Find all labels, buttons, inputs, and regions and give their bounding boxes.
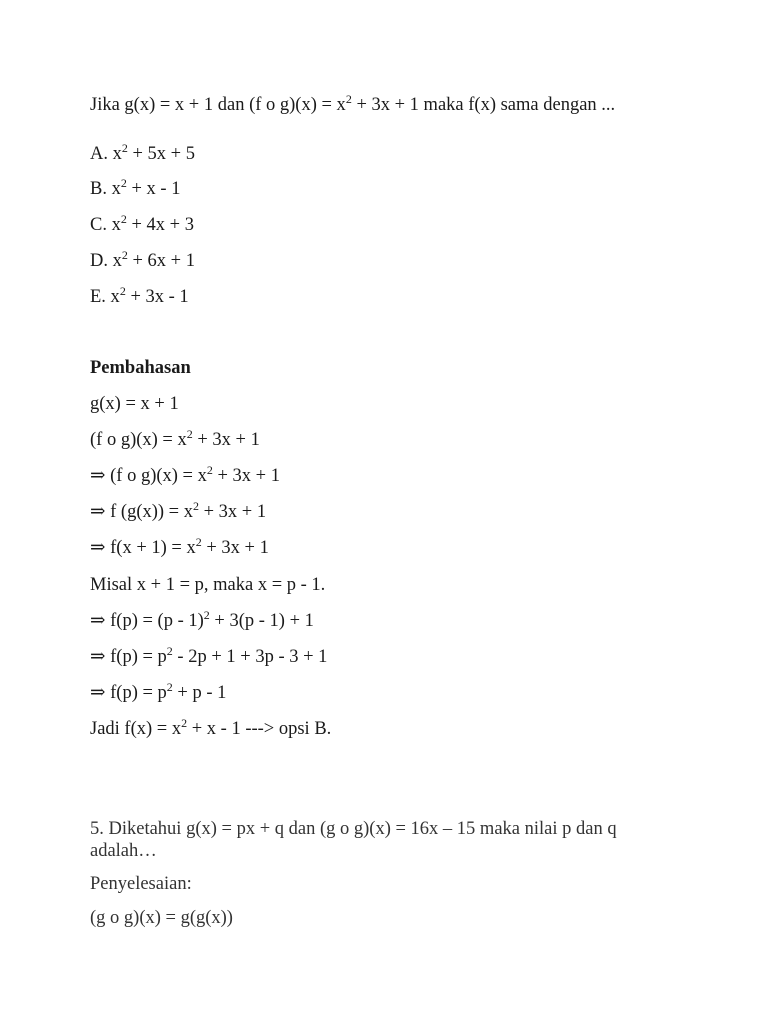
line-prefix: g(x) = x + 1 — [90, 394, 179, 414]
option-suffix: + x - 1 — [126, 179, 181, 199]
option-superscript: 2 — [121, 248, 128, 262]
solution-line — [90, 646, 327, 668]
line-superscript: 2 — [195, 535, 202, 549]
option-prefix: A. x — [90, 144, 122, 164]
line-prefix: ⇒ f(p) = p — [90, 683, 167, 703]
solution-line — [90, 574, 325, 596]
option-superscript: 2 — [120, 212, 127, 226]
line-suffix: - 2p + 1 + 3p - 3 + 1 — [172, 647, 328, 667]
line-prefix: ⇒ f (g(x)) = x — [90, 502, 193, 522]
line-superscript: 2 — [203, 608, 210, 622]
line-suffix: + 3(p - 1) + 1 — [209, 611, 314, 631]
solution-line — [90, 465, 280, 487]
line-superscript: 2 — [186, 427, 193, 441]
line-superscript: 2 — [166, 644, 173, 658]
question-prefix: Jika g(x) = x + 1 dan (f o g)(x) = x — [90, 95, 346, 115]
line-suffix: + 3x + 1 — [212, 466, 280, 486]
line-prefix: ⇒ f(p) = (p - 1) — [90, 611, 204, 631]
solution-line — [90, 501, 266, 523]
line-prefix: Jadi f(x) = x — [90, 719, 182, 739]
line-prefix: ⇒ (f o g)(x) = x — [90, 466, 207, 486]
solution-line — [90, 393, 179, 415]
solution-line — [90, 610, 314, 632]
option-e — [90, 286, 189, 308]
option-prefix: E. x — [90, 287, 120, 307]
line-suffix: + 3x + 1 — [199, 502, 267, 522]
line-prefix: (f o g)(x) = x — [90, 430, 187, 450]
question-text — [90, 94, 615, 116]
line-suffix: + x - 1 ---> opsi B. — [187, 719, 332, 739]
line-superscript: 2 — [206, 463, 213, 477]
solution-heading: Pembahasan — [90, 358, 191, 378]
line-prefix: Misal x + 1 = p, maka x = p - 1. — [90, 575, 326, 595]
line-suffix: + p - 1 — [172, 683, 227, 703]
question-superscript: 2 — [345, 92, 352, 106]
line-prefix: ⇒ f(p) = p — [90, 647, 167, 667]
problem-5-line: (g o g)(x) = g(g(x)) — [90, 908, 233, 928]
option-superscript: 2 — [119, 284, 126, 298]
option-prefix: D. x — [90, 251, 122, 271]
line-superscript: 2 — [181, 716, 188, 730]
line-superscript: 2 — [166, 680, 173, 694]
option-superscript: 2 — [120, 176, 127, 190]
option-c — [90, 214, 194, 236]
option-prefix: B. x — [90, 179, 121, 199]
option-d — [90, 250, 195, 272]
solution-conclusion — [90, 718, 331, 740]
option-prefix: C. x — [90, 215, 121, 235]
line-superscript: 2 — [193, 499, 199, 513]
option-b — [90, 178, 180, 200]
problem-5-label: Penyelesaian: — [90, 874, 192, 894]
option-suffix: + 3x - 1 — [125, 287, 189, 307]
option-suffix: + 5x + 5 — [127, 144, 195, 164]
solution-line — [90, 682, 226, 704]
line-prefix: ⇒ f(x + 1) = x — [90, 538, 196, 558]
line-suffix: + 3x + 1 — [201, 538, 269, 558]
problem-5-text: 5. Diketahui g(x) = px + q dan (g o g)(x) = 16x – 15 maka nilai p dan q adalah… — [90, 819, 617, 861]
solution-line — [90, 429, 260, 451]
option-suffix: + 6x + 1 — [127, 251, 195, 271]
option-superscript: 2 — [121, 141, 128, 155]
line-suffix: + 3x + 1 — [192, 430, 260, 450]
question-suffix: + 3x + 1 maka f(x) sama dengan ... — [351, 95, 616, 115]
option-suffix: + 4x + 3 — [126, 215, 194, 235]
solution-line — [90, 537, 269, 559]
option-a — [90, 143, 195, 165]
